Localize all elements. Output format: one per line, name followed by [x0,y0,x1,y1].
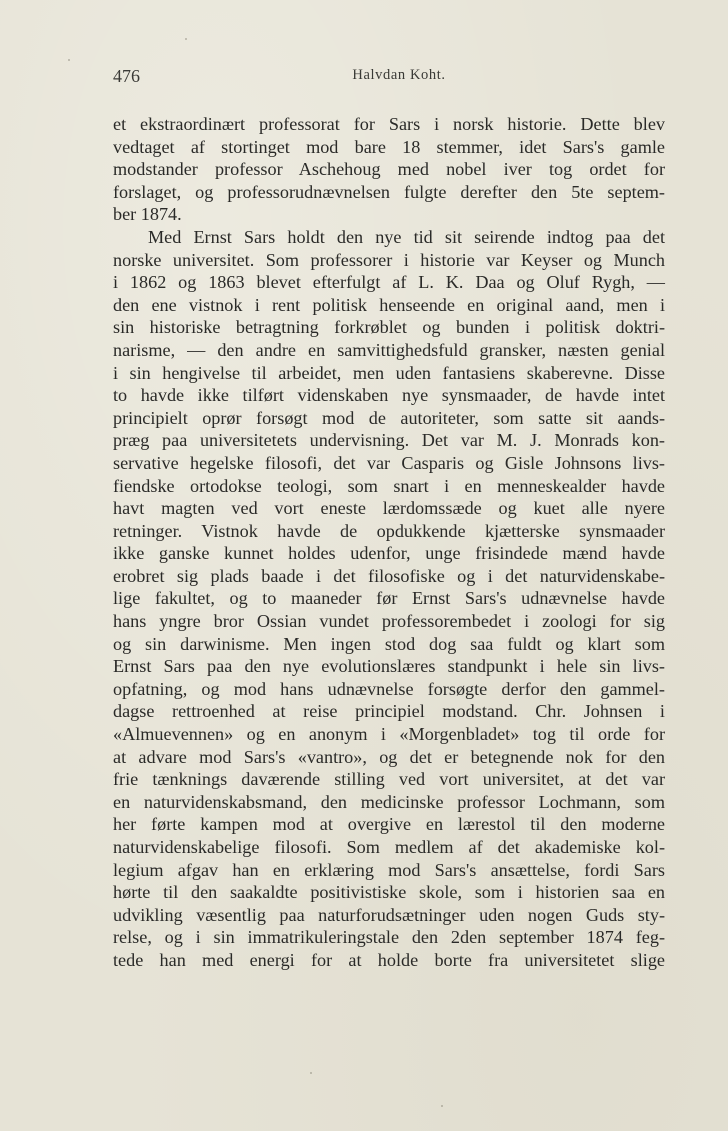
text-line: og sin darwinisme. Men ingen stod dog saa fuldt og klart som [113,633,665,654]
text-line: præg paa universitetets undervisning. Det var M. J. Monrads kon- [113,430,665,451]
text-line: frie tænknings daværende stilling ved vort universitet, at det var [113,769,665,790]
paper-speck [185,38,187,40]
text-line: sin historiske betragtning forkrøblet og bunden i politisk doktri- [113,317,665,338]
text-line: «Almuevennen» og en anonym i «Morgenbladet» tog til orde for [113,724,665,745]
paper-speck [441,1105,443,1107]
paper-speck [310,1072,312,1074]
body-text [113,113,665,1039]
text-line: udvikling væsentlig paa naturforudsætninger uden nogen Guds sty- [113,904,665,925]
paper-speck [68,59,70,61]
text-line: dagse rettroenhed at reise principiel modstand. Chr. Johnsen i [113,701,665,722]
text-line: havt magten ved vort eneste lærdomssæde og kuet alle nyere [113,498,665,519]
running-head [113,66,665,90]
text-line: at advare mod Sars's «vantro», og det er betegnende nok for den [113,746,665,767]
text-line: lige fakultet, og to maaneder før Ernst Sars's udnævnelse havde [113,588,665,609]
text-line: to havde ikke tilført videnskaben nye synsmaader, de havde intet [113,385,665,406]
text-line: Med Ernst Sars holdt den nye tid sit seirende indtog paa det [148,226,665,247]
text-line: servative hegelske filosofi, det var Casparis og Gisle Johnsons livs- [113,452,665,473]
paragraph-1 [113,113,665,226]
text-line: norske universitet. Som professorer i historie var Keyser og Munch [113,249,665,270]
paragraph-2 [113,226,665,1039]
text-line: principielt oprør forsøgt mod de autoriteter, som satte sit aands- [113,407,665,428]
text-line: den ene vistnok i rent politisk henseende en original aand, men i [113,294,665,315]
text-line: vedtaget af stortinget mod bare 18 stemmer, idet Sars's gamle [113,136,665,157]
text-line: Ernst Sars paa den nye evolutionslæres standpunkt i hele sin livs- [113,656,665,677]
running-title: Halvdan Koht. [352,67,446,83]
book-page [113,66,665,1039]
text-line: modstander professor Aschehoug med nobel iver tog ordet for [113,159,665,180]
text-line: narisme, — den andre en samvittighedsfuld gransker, næsten genial [113,339,665,360]
text-line [113,972,665,995]
text-line: her førte kampen mod at overgive en lærestol til den moderne [113,814,665,835]
text-line: fiendske ortodokse teologi, som snart i en menneskealder havde [113,475,665,496]
text-line: tede han med energi for at holde borte fra universitetet slige [113,949,665,970]
text-line [113,994,665,1017]
text-line: naturvidenskabelige filosofi. Som medlem af det akademiske kol- [113,837,665,857]
text-line: hans yngre bror Ossian vundet professorembedet i zoologi for sig [113,611,665,632]
page-number: 476 [113,66,140,86]
text-line: en naturvidenskabsmand, den medicinske professor Lochmann, som [113,791,665,812]
text-line [113,1017,665,1040]
text-line: legium afgav han en erklæring mod Sars's ansættelse, fordi Sars [113,859,665,880]
text-line: ikke ganske kunnet holdes udenfor, unge frisindede mænd havde [113,543,665,564]
text-line: relse, og i sin immatrikuleringstale den 2den september 1874 feg- [113,927,665,948]
text-line: opfatning, og mod hans udnævnelse forsøgte derfor den gammel- [113,678,665,699]
text-line: hørte til den saakaldte positivistiske skole, som i historien saa en [113,882,665,903]
text-line: i sin hengivelse til arbeidet, men uden fantasiens skaberevne. Disse [113,362,665,383]
text-line: ber 1874. [113,204,182,225]
text-line: erobret sig plads baade i det filosofiske og i det naturvidenskabe- [113,565,665,586]
text-line: retninger. Vistnok havde de opdukkende kjætterske synsmaader [113,520,665,541]
text-line: et ekstraordinært professorat for Sars i norsk historie. Dette blev [113,114,665,134]
text-line: i 1862 og 1863 blevet efterfulgt af L. K. Daa og Oluf Rygh, — [113,272,665,293]
text-line: forslaget, og professorudnævnelsen fulgte derefter den 5te septem- [113,181,665,202]
